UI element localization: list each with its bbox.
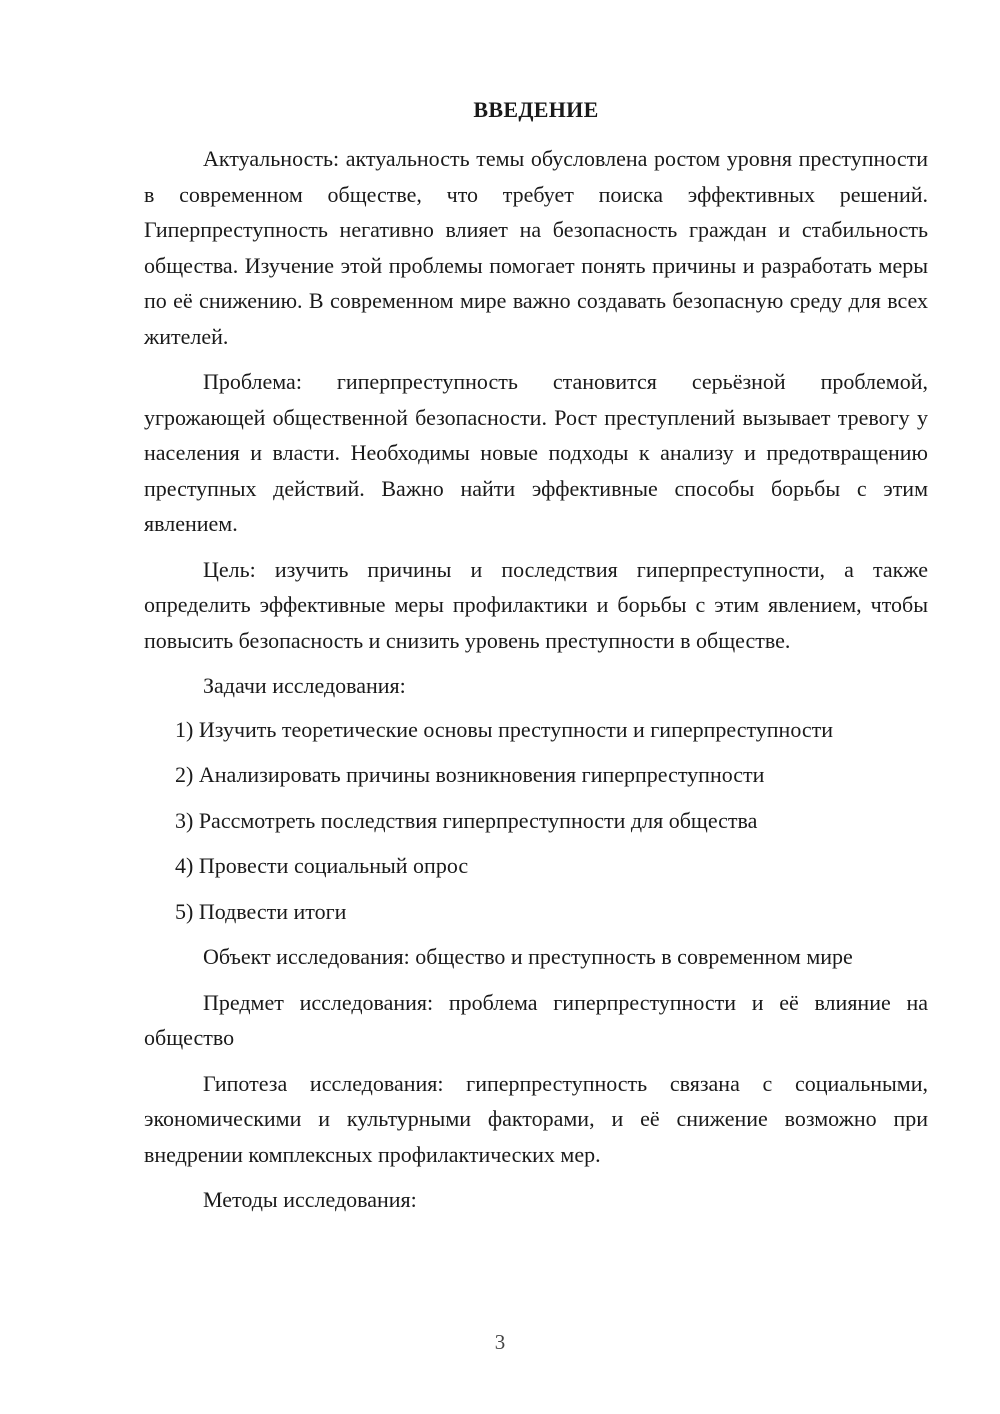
paragraph-relevance: Актуальность: актуальность темы обусловлена ростом уровня преступности в современном обществе, что требует поиска эффективных решений. Гиперпреступность негативно влияет на безопасность граждан и стабильность общества. Изучение этой проблемы помогает понять причины и разработать меры по её снижению. В современном мире важно создавать безопасную среду для всех жителей. bbox=[144, 146, 928, 349]
list-item: 1) Изучить теоретические основы преступности и гиперпреступности bbox=[175, 716, 834, 742]
page-content bbox=[144, 92, 928, 1228]
paragraph-object: Объект исследования: общество и преступность в современном мире bbox=[203, 944, 853, 969]
paragraph-tasks-title: Задачи исследования: bbox=[203, 673, 406, 698]
paragraph-subject: Предмет исследования: проблема гиперпреступности и её влияние на общество bbox=[144, 989, 928, 1050]
list-item: 4) Провести социальный опрос bbox=[175, 853, 469, 878]
list-item: 2) Анализировать причины возникновения гиперпреступности bbox=[175, 762, 765, 787]
page-number: 3 bbox=[494, 1330, 506, 1354]
paragraph-goal: Цель: изучить причины и последствия гиперпреступности, а также определить эффективные меры профилактики и борьбы с этим явлением, чтобы повысить безопасность и снизить уровень преступности в обществе. bbox=[144, 556, 928, 653]
paragraph-hypothesis: Гипотеза исследования: гиперпреступность связана с социальными, экономическими и культурными факторами, и её снижение возможно при внедрении комплексных профилактических мер. bbox=[144, 1070, 928, 1167]
section-heading: ВВЕДЕНИЕ bbox=[473, 97, 599, 122]
list-item: 5) Подвести итоги bbox=[175, 898, 347, 924]
paragraph-problem: Проблема: гиперпреступность становится серьёзной проблемой, угрожающей общественной безопасности. Рост преступлений вызывает тревогу у населения и власти. Необходимы новые подходы к анализу и предотвращению преступных действий. Важно найти эффективные способы борьбы с этим явлением. bbox=[144, 369, 928, 536]
tasks-list bbox=[144, 712, 928, 930]
list-item: 3) Рассмотреть последствия гиперпреступности для общества bbox=[175, 807, 758, 833]
paragraph-methods: Методы исследования: bbox=[203, 1187, 417, 1212]
